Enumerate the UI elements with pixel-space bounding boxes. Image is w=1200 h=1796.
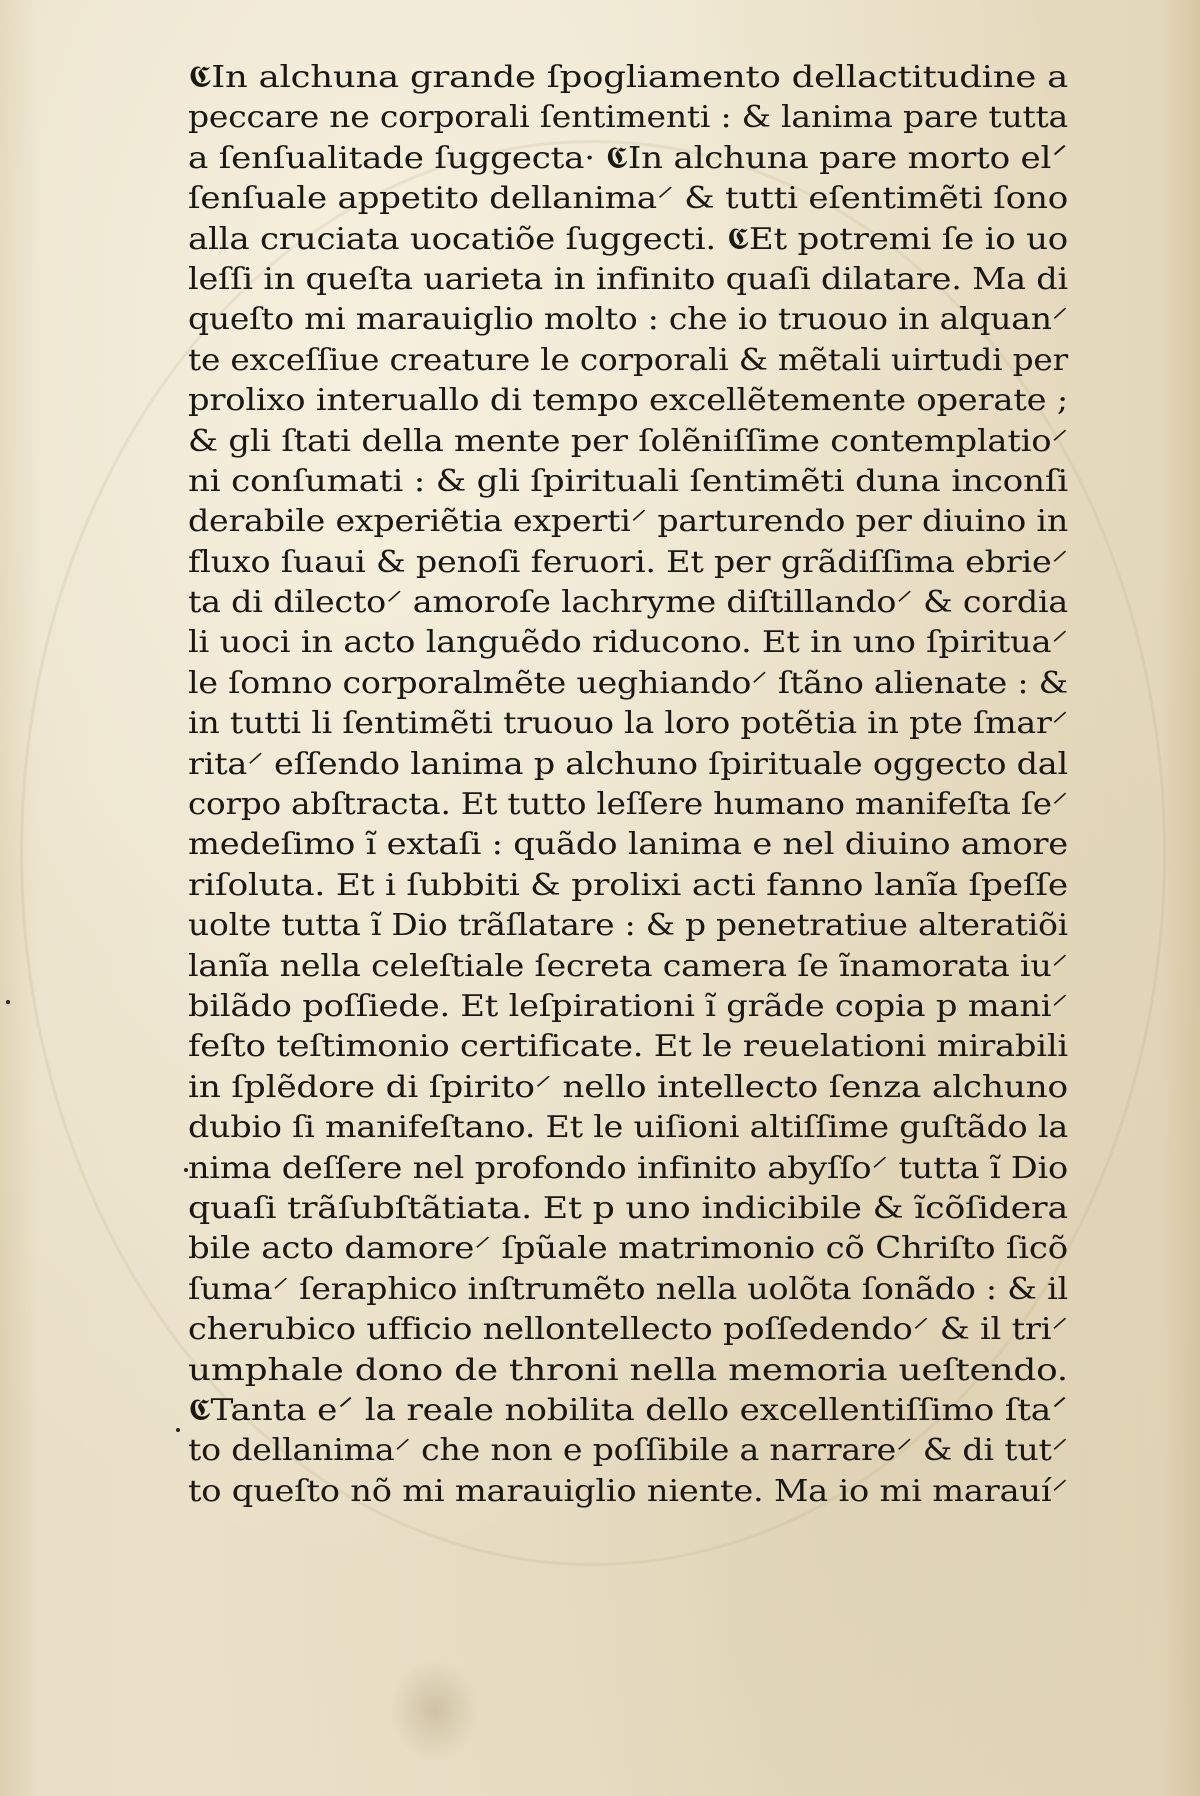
text-line: riſoluta. Et i ſubbiti & prolixi acti fanno lanĩa ſpeſſe: [188, 867, 1069, 903]
text-line: peccare ne corporali ſentimenti : & lanima pare tutta: [188, 100, 1069, 136]
text-line: feſto teſtimonio certificate. Et le reuelationi mirabili: [188, 1029, 1068, 1065]
text-line: leſſi in queſta uarieta in infinito quaſi dilatare. Ma di: [188, 261, 1068, 297]
text-line: rita⸍ eſſendo lanima p alchuno ſpirituale oggecto dal: [188, 746, 1068, 782]
text-line: cherubico ufficio nellontellecto poſſedendo⸍ & il tri⸍: [188, 1312, 1068, 1348]
text-line: le ſomno corporalmẽte ueghiando⸍ ſtãno alienate : &: [188, 665, 1069, 701]
text-line: corpo abſtracta. Et tutto leſſere humano manifeſta ſe⸍: [188, 787, 1068, 823]
text-line: to queſto nõ mi marauiglio niente. Ma io mi marauí⸍: [188, 1473, 1068, 1509]
text-line: prolixo interuallo di tempo excellẽtemente operate ;: [188, 383, 1069, 419]
text-line: li uoci in acto languẽdo riducono. Et in uno ſpiritua⸍: [188, 625, 1068, 661]
text-line: uolte tutta ĩ Dio trãſlatare : & p penetratiue alteratiõi: [188, 908, 1068, 944]
text-line: ni conſumati : & gli ſpirituali ſentimẽti duna inconſi: [188, 463, 1068, 499]
text-line: in ſplẽdore di ſpirito⸍ nello intellecto ſenza alchuno: [188, 1069, 1068, 1105]
text-line: & gli ſtati della mente per ſolẽniſſime contemplatio⸍: [188, 423, 1069, 459]
text-line: to dellanima⸍ che non e poſſibile a narrare⸍ & di tut⸍: [188, 1433, 1068, 1469]
margin-speck: [6, 1000, 10, 1004]
text-line: ſuma⸍ ſeraphico inſtrumẽto nella uolõta ſonãdo : & il: [188, 1271, 1068, 1307]
text-line: queſto mi marauiglio molto : che io truouo in alquan⸍: [188, 302, 1068, 338]
text-line: bilãdo poſſiede. Et leſpirationi ĩ grãde copia p mani⸍: [188, 988, 1069, 1024]
text-line: derabile experiẽtia experti⸍ parturendo per diuino in: [188, 504, 1069, 540]
text-line: ta di dilecto⸍ amoroſe lachryme diſtillando⸍ & cordia: [188, 585, 1069, 621]
text-line: dubio ſi manifeſtano. Et le uiſioni altiſſime guſtãdo la: [188, 1110, 1068, 1146]
text-line: ſenſuale appetito dellanima⸍ & tutti eſentimẽti ſono: [188, 181, 1069, 217]
text-line: 𝕮Tanta e⸍ la reale nobilita dello excellentiſſimo ſta⸍: [188, 1392, 1068, 1428]
text-line: 𝕮In alchuna grande ſpogliamento dellactitudine a: [188, 60, 1069, 95]
text-line: umphale dono de throni nella memoria ueſtendo.: [188, 1352, 1068, 1388]
body-text: [188, 58, 1088, 1512]
text-line: a ſenſualitade ſuggecta· 𝕮In alchuna pare morto el⸍: [188, 140, 1069, 176]
margin-speck: [176, 1428, 180, 1432]
text-line: nima deſſere nel profondo infinito abyſſo⸍ tutta ĩ Dio: [188, 1150, 1069, 1186]
text-line: medeſimo ĩ extaſi : quãdo lanima e nel diuino amore: [188, 827, 1069, 863]
text-line: quaſi trãſubſtãtiata. Et p uno indicibile & ĩcõſidera: [188, 1190, 1068, 1226]
paper-stain: [390, 1660, 480, 1760]
text-line: alla cruciata uocatiõe ſuggecti. 𝕮Et potremi ſe io uo: [188, 221, 1069, 257]
text-line: bile acto damore⸍ ſpũale matrimonio cõ Chriſto ſicõ: [188, 1231, 1068, 1267]
text-line: te exceſſiue creature le corporali & mẽtali uirtudi per: [188, 342, 1068, 378]
text-line: in tutti li ſentimẽti truouo la loro potẽtia in pte ſmar⸍: [188, 706, 1068, 742]
text-line: lanĩa nella celeſtiale ſecreta camera ſe ĩnamorata iu⸍: [188, 948, 1068, 984]
text-line: fluxo ſuaui & penoſi feruori. Et per grãdiſſima ebrie⸍: [188, 544, 1068, 580]
